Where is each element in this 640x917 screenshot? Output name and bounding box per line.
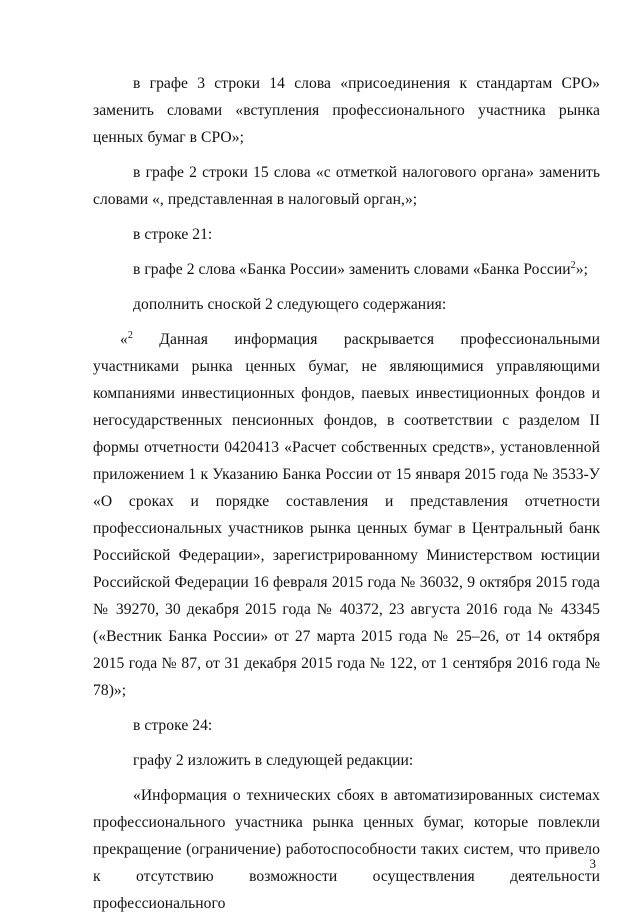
paragraph-amend-bank-of-russia [93, 256, 600, 283]
footnote-2-text [93, 326, 600, 704]
paragraph-amend-column-3-row-14: в графе 3 строки 14 слова «присоединения к стандартам СРО» заменить словами «вступления профессионального участника рынка ценных бумаг в СРО»; [93, 75, 600, 146]
footnote-quote-open: « [120, 331, 128, 348]
paragraph-add-footnote: дополнить сноской 2 следующего содержания: [133, 296, 447, 313]
paragraph-column-2-restate: графу 2 изложить в следующей редакции: [133, 752, 414, 769]
paragraph-amend-bank-of-russia-tail: »; [575, 261, 588, 278]
paragraph-row-21-heading: в строке 21: [133, 226, 213, 243]
page-number: 3 [589, 856, 596, 871]
paragraph-amend-bank-of-russia-text: в графе 2 слова «Банка России» заменить словами «Банка России [133, 261, 571, 278]
footnote-marker: 2 [127, 329, 133, 341]
paragraph-amend-column-2-row-15: в графе 2 строки 15 слова «с отметкой налогового органа» заменить словами «, представленная в налоговый орган,»; [93, 164, 600, 208]
paragraph-technical-failures: «Информация о технических сбоях в автоматизированных системах профессионального участника рынка ценных бумаг, которые повлекли прекращение (ограничение) работоспособности таких систем, что привело к отсутствию возможности осуществления деятельности профессионального [93, 787, 600, 912]
document-body [93, 70, 600, 917]
footnote-marker: 2 [570, 259, 576, 271]
footnote-body: Данная информация раскрывается профессиональными участниками рынка ценных бумаг, не являющимися управляющими компаниями инвестиционных фондов, паевых инвестиционных фондов и негосударственных пенсионных фондов, в соответствии с разделом II формы отчетности 0420413 «Расчет собственных средств», установленной приложением 1 к Указанию Банка России от 15 января 2015 года № 3533-У «О сроках и порядке составления и представления отчетности профессиональных участников рынка ценных бумаг в Центральный банк Российской Федерации», зарегистрированному Министерством юстиции Российской Федерации 16 февраля 2015 года № 36032, 9 октября 2015 года № 39270, 30 декабря 2015 года № 40372, 23 августа 2016 года № 43345 («Вестник Банка России» от 27 марта 2015 года № 25–26, от 14 октября 2015 года № 87, от 31 декабря 2015 года № 122, от 1 сентября 2016 года № 78)»; [93, 331, 600, 699]
paragraph-row-24-heading: в строке 24: [133, 717, 213, 734]
